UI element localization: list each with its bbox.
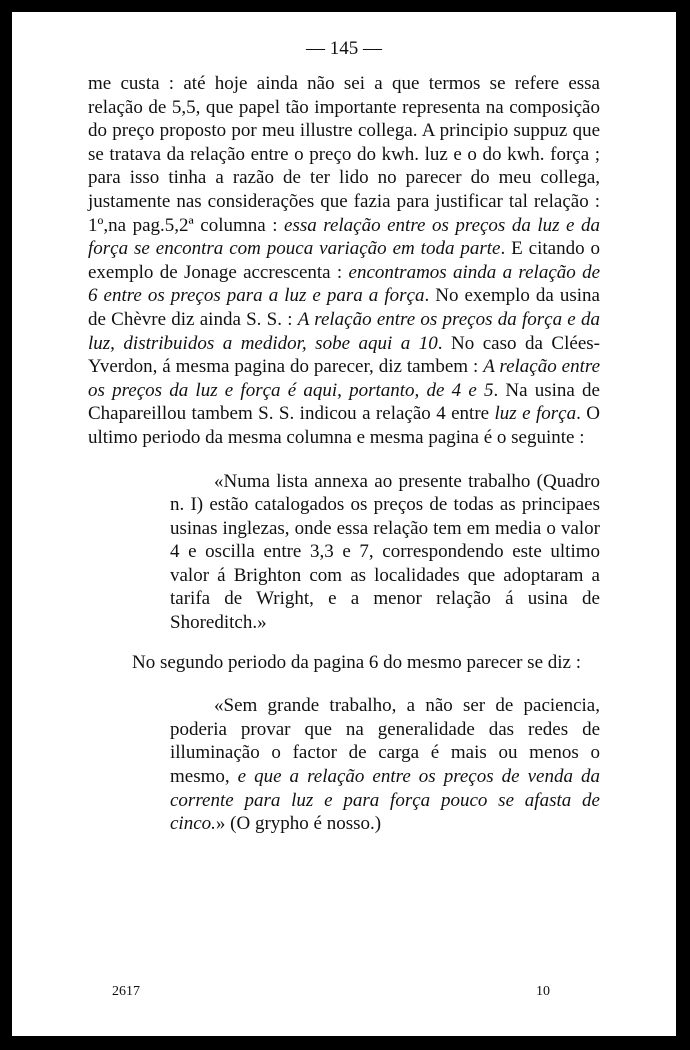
paragraph-1-text-6: . O ultimo periodo da mesma columna e mesma pagina é o seguinte : xyxy=(88,403,600,448)
paragraph-1-italic-3: A relação entre os preços da força e da luz, distribuidos a medidor, sobe aqui a 10 xyxy=(88,308,600,354)
paragraph-1 xyxy=(88,72,600,450)
block-quote-2-text-2: » (O grypho é nosso.) xyxy=(215,813,382,835)
footer-sheet-number: 10 xyxy=(536,984,550,999)
block-quote-2 xyxy=(170,694,600,836)
paragraph-1-italic-4: A relação entre os preços da luz e força é aqui, portanto, de 4 e 5 xyxy=(88,356,601,401)
block-quote-1: «Numa lista annexa ao presente trabalho (Quadro n. I) estão catalogados os preços de todas as principaes usinas inglezas, onde essa relação tem em media o valor 4 e oscilla entre 3,3 e 7, correspondendo este ultimo valor á Brighton com as localidades que adoptaram a tarifa de Wright, e a menor relação á usina de Shoreditch.» xyxy=(170,470,600,634)
paragraph-1-italic-2: encontramos ainda a relação de 6 entre os preços para a luz e para a força xyxy=(88,261,601,307)
block-quote-2-text-1: «Sem grande trabalho, a não ser de paciencia, poderia provar que na generalidade das redes de illuminação o factor de carga é mais ou menos o mesmo, xyxy=(170,695,600,788)
paragraph-1-text-1: me custa : até hoje ainda não sei a que termos se refere essa relação de 5,5, que papel tão importante representa na composição do preço proposto por meu illustre collega. A principio suppuz que se tratava da relação entre o preço do kwh. luz e o do kwh. força ; para isso tinha a razão de ter lido no parecer do meu collega, justamente nas considerações que fazia para justificar tal relação : 1º,na pag.5,2ª columna : xyxy=(88,73,600,236)
paragraph-1-text-5: . Na usina de Chapareillou tambem S. S. indicou a relação 4 entre xyxy=(88,379,600,425)
paragraph-1-text-3: . No exemplo da usina de Chèvre diz ainda S. S. : xyxy=(88,285,600,330)
body-text xyxy=(88,72,600,836)
paragraph-1-italic-5: luz e força xyxy=(494,403,577,425)
block-quote-2-italic: e que a relação entre os preços de venda da corrente para luz e para força pouco se afasta de cinco. xyxy=(170,766,600,835)
paragraph-1-text-4: . No caso da Clées-Yverdon, á mesma pagina do parecer, diz tambem : xyxy=(88,332,600,378)
paragraph-1-italic-1: essa relação entre os preços da luz e da força se encontra com pouca variação em toda parte xyxy=(88,214,601,260)
page-number: — 145 — xyxy=(306,38,382,59)
paragraph-2: No segundo periodo da pagina 6 do mesmo parecer se diz : xyxy=(132,651,582,673)
footer-signature-number: 2617 xyxy=(112,984,140,999)
document-page xyxy=(12,12,676,1036)
paragraph-1-text-2: . E citando o exemplo de Jonage accrescenta : xyxy=(88,238,600,283)
